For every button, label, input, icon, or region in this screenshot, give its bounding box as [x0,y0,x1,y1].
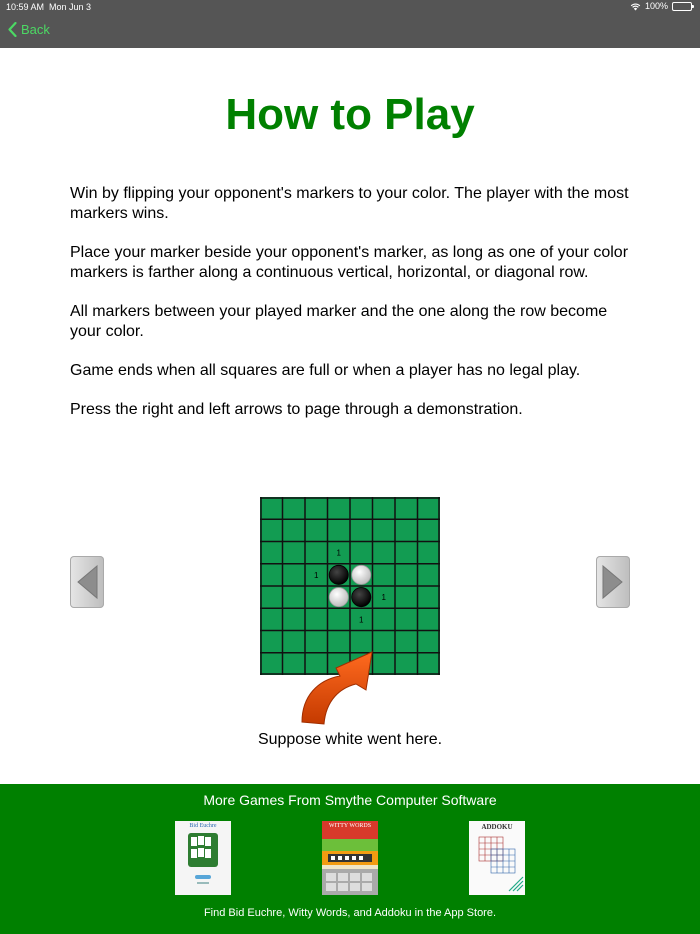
move-hint-label: 1 [381,593,386,603]
addoku-thumbnail[interactable] [469,821,525,895]
card-fan-icon [175,829,231,889]
instruction-paragraph: Win by flipping your opponent's markers to your color. The player with the most markers wins. [70,185,629,222]
status-bar [0,0,700,14]
white-marker [329,588,348,607]
navigation-bar [0,14,700,48]
next-page-button[interactable] [596,556,630,608]
battery-icon [672,2,692,11]
promo-bottom-text: Find Bid Euchre, Witty Words, and Addoku in the App Store. [203,907,497,919]
black-marker [329,565,348,584]
witty-words-title: WITTY WORDS [322,821,378,839]
grid-puzzle-icon [469,831,525,893]
status-time: 10:59 AM [6,2,45,12]
wifi-icon [630,2,641,11]
triangle-left-icon [70,556,104,608]
promo-heading: More Games From Smythe Computer Software [203,792,497,808]
back-label: Back [21,22,50,37]
demo-caption: Suppose white went here. [257,731,443,748]
bid-euchre-title: Bid Euchre [189,823,217,829]
battery-percent: 100% [644,1,668,11]
chevron-left-icon [8,22,17,37]
back-button[interactable] [8,22,50,37]
promo-footer [0,784,700,934]
move-hint-label: 1 [359,615,364,625]
move-hint-label: 1 [314,570,319,580]
instruction-paragraph: All markers between your played marker and the one along the row become your color. [70,303,608,340]
status-right [630,1,692,11]
white-marker [352,565,371,584]
black-marker [352,588,371,607]
pointing-arrow-icon [296,646,378,726]
word-tiles-icon [322,839,378,895]
instruction-paragraph: Press the right and left arrows to page through a demonstration. [70,401,523,418]
previous-page-button[interactable] [70,556,104,608]
addoku-title: ADDOKU [481,823,513,831]
instructions [70,184,640,439]
witty-words-thumbnail[interactable] [322,821,378,895]
status-date: Mon Jun 3 [49,2,92,12]
page-title: How to Play [225,90,475,139]
triangle-right-icon [596,556,630,608]
instruction-paragraph: Place your marker beside your opponent's marker, as long as one of your color markers is farther along a continuous vertical, horizontal, or diagonal row. [70,244,629,281]
bid-euchre-thumbnail[interactable] [175,821,231,895]
instruction-paragraph: Game ends when all squares are full or when a player has no legal play. [70,362,581,379]
move-hint-label: 1 [336,548,341,558]
